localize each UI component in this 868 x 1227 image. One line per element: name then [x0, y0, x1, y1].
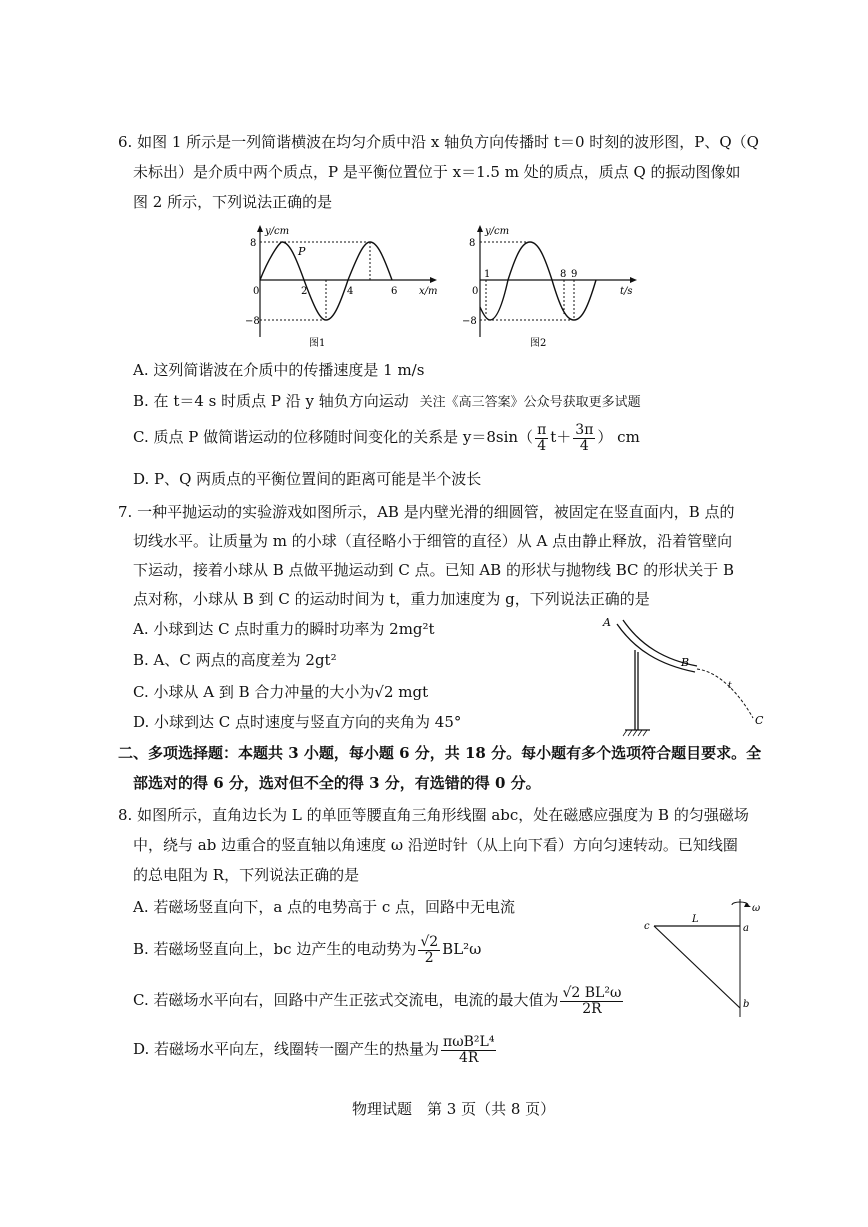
q7-fig-b: B	[681, 656, 690, 669]
fig2-ylabel: y/cm	[485, 226, 510, 237]
q7-fig-c: C	[755, 714, 764, 727]
fig1-x2: 2	[301, 286, 308, 297]
q7-stem-line2: 切线水平。让质量为 m 的小球（直径略小于细管的直径）从 A 点由静止释放，沿着管壁向	[133, 532, 733, 550]
q8-fig-c: c	[644, 921, 650, 932]
q8-option-a: A. 若磁场竖直向下，a 点的电势高于 c 点，回路中无电流	[133, 898, 516, 916]
q7-stem-line4: 点对称，小球从 B 到 C 的运动时间为 t，重力加速度为 g，下列说法正确的是	[133, 590, 650, 608]
q6-option-c: C. 质点 P 做简谐运动的位移随时间变化的关系是 y＝8sin（ $\frac{\pi}{4}$ t＋ $\frac{3\pi}{4}$ ） cm	[133, 421, 640, 454]
fig1-y-bot: −8	[245, 316, 260, 327]
fig1-xlabel: x/m	[419, 286, 438, 297]
q8-fig-a: a	[743, 923, 749, 934]
fig1-p-label: P	[298, 245, 306, 258]
fig1-ylabel: y/cm	[265, 226, 290, 237]
fig1-origin: 0	[253, 286, 260, 297]
q8-stem-line2: 中，绕与 ab 边重合的竖直轴以角速度 ω 沿逆时针（从上向下看）方向匀速转动。已知线圈	[133, 836, 738, 854]
page-footer: 物理试题 第 3 页（共 8 页）	[352, 1100, 556, 1118]
section2-line2: 部选对的得 6 分，选对但不全的得 3 分，有选错的得 0 分。	[133, 774, 541, 792]
q7-option-d: D. 小球到达 C 点时速度与竖直方向的夹角为 45°	[133, 713, 462, 731]
fig1-caption: 图1	[309, 338, 326, 349]
fig2-origin: 0	[472, 286, 479, 297]
q7-stem-line3: 下运动，接着小球从 B 点做平抛运动到 C 点。已知 AB 的形状与抛物线 BC 的形状关于 B	[133, 561, 735, 579]
fig2-caption: 图2	[530, 338, 547, 349]
fig1-x6: 6	[391, 286, 398, 297]
q8-stem-line3: 的总电阻为 R，下列说法正确的是	[133, 866, 360, 884]
q6-stem-line2: 未标出）是介质中两个质点，P 是平衡位置位于 x＝1.5 m 处的质点，质点 Q 的振动图像如	[133, 163, 741, 181]
fig2-t9: 9	[571, 269, 578, 280]
section2-line1: 二、多项选择题：本题共 3 小题，每小题 6 分，共 18 分。每小题有多个选项符合题目要求。全	[118, 744, 762, 762]
q8-fig-omega: ω	[752, 903, 761, 914]
q6-option-d: D. P、Q 两质点的平衡位置间的距离可能是半个波长	[133, 470, 482, 488]
q6-figure2-vibration-graph	[450, 222, 650, 352]
q6-option-a: A. 这列简谐波在介质中的传播速度是 1 m/s	[133, 361, 425, 379]
q6-stem-line1: 6. 如图 1 所示是一列简谐横波在均匀介质中沿 x 轴负方向传播时 t＝0 时刻的波形图，P、Q（Q	[118, 133, 759, 151]
q7-tube-figure	[595, 610, 765, 740]
fig2-xlabel: t/s	[620, 286, 633, 297]
q6-option-b: B. 在 t＝4 s 时质点 P 沿 y 轴负方向运动 关注《高三答案》公众号获取更多试题	[133, 392, 641, 410]
q7-stem-line1: 7. 一种平抛运动的实验游戏如图所示，AB 是内壁光滑的细圆管，被固定在竖直面内，B 点的	[118, 503, 735, 521]
q7-option-b: B. A、C 两点的高度差为 2gt²	[133, 651, 337, 669]
fig2-y-top: 8	[469, 238, 476, 249]
q8-fig-b: b	[743, 999, 750, 1010]
q6-stem-line3: 图 2 所示，下列说法正确的是	[133, 193, 333, 211]
q7-option-a: A. 小球到达 C 点时重力的瞬时功率为 2mg²t	[133, 620, 435, 638]
fig2-t1: 1	[484, 269, 491, 280]
fig1-y-top: 8	[250, 238, 257, 249]
fig1-x4: 4	[347, 286, 354, 297]
q6-option-b-note: 关注《高三答案》公众号获取更多试题	[419, 395, 641, 410]
fig2-t8: 8	[560, 269, 567, 280]
q8-option-d: D. 若磁场水平向左，线圈转一圈产生的热量为 $\frac{\text{πωB²L⁴}}{4R}$	[133, 1033, 495, 1066]
q6-figure1-wave-graph	[225, 222, 440, 352]
q8-option-c: C. 若磁场水平向右，回路中产生正弦式交流电，电流的最大值为 $\frac{\text{√2 BL²ω}}{2R}$	[133, 984, 622, 1017]
fig2-y-bot: −8	[462, 316, 477, 327]
q8-stem-line1: 8. 如图所示，直角边长为 L 的单匝等腰直角三角形线圈 abc，处在磁感应强度为 B 的匀强磁场	[118, 806, 749, 824]
q7-fig-a: A	[603, 616, 611, 629]
q7-option-c: C. 小球从 A 到 B 合力冲量的大小为√2 mgt	[133, 683, 429, 701]
q7-fig-t: t	[728, 681, 732, 691]
q8-option-b: B. 若磁场竖直向上，bc 边产生的电动势为 $\frac{√2}{2}$ BL²ω	[133, 933, 482, 966]
q8-coil-figure	[640, 895, 770, 1025]
q8-fig-l: L	[692, 914, 699, 925]
